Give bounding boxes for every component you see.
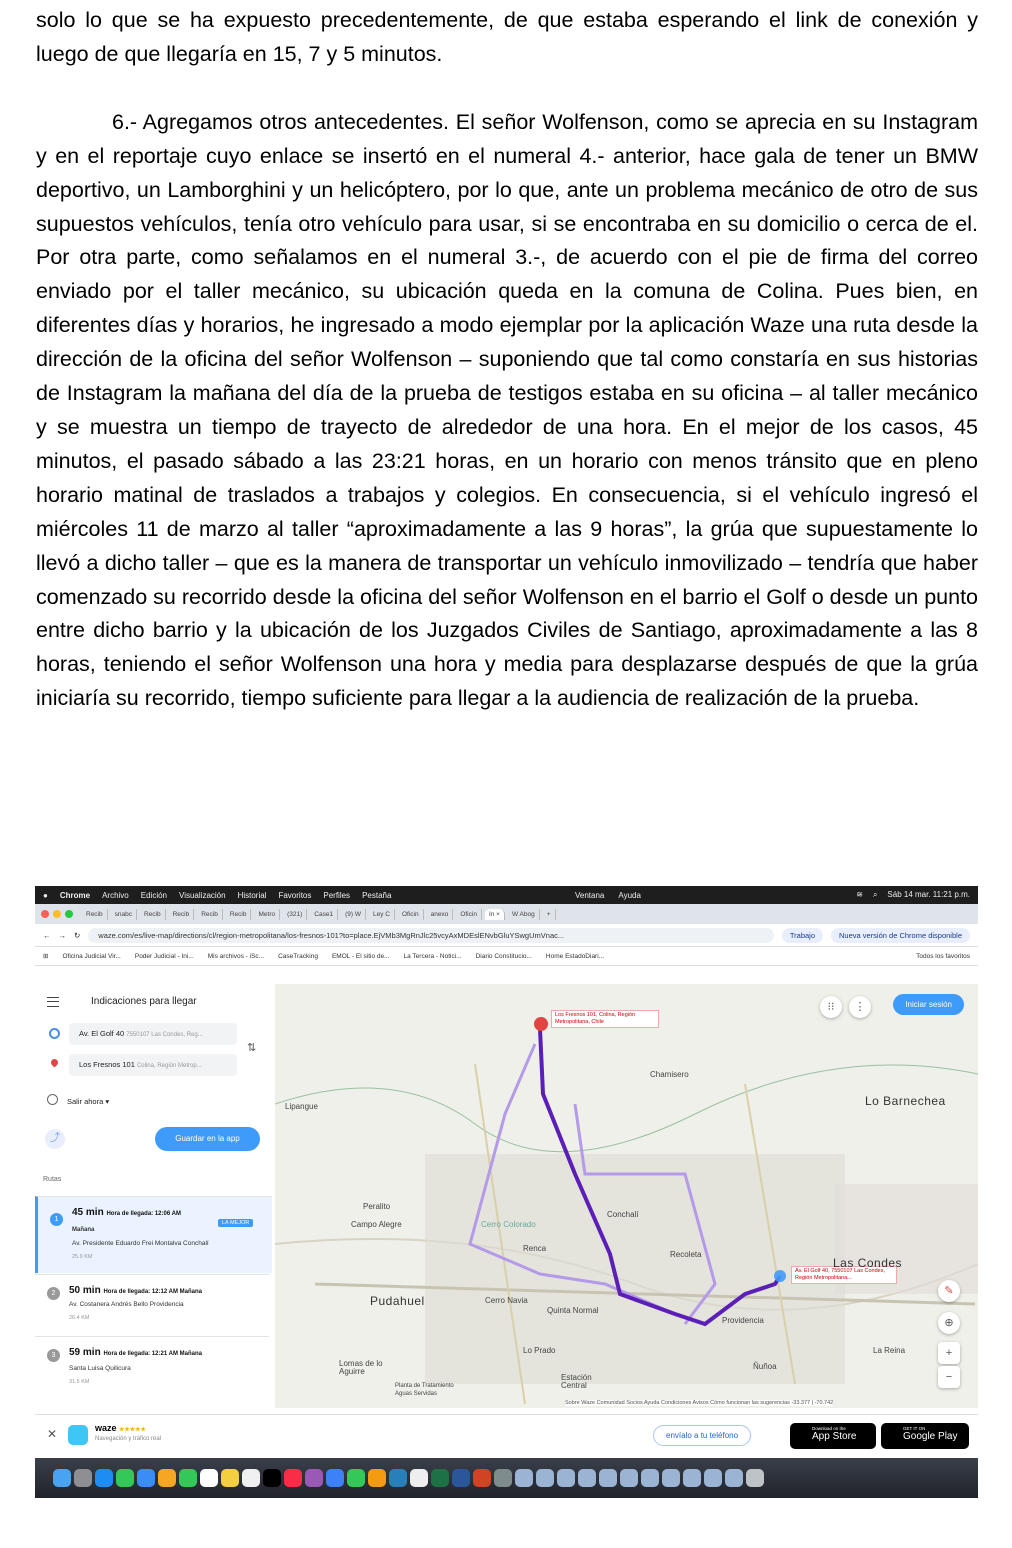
document-icon[interactable] [620, 1469, 638, 1487]
document-icon[interactable] [515, 1469, 533, 1487]
bookmark[interactable]: Home EstadoDiari... [545, 952, 605, 960]
waze-app-banner [35, 1414, 978, 1455]
map-place: Planta de Tratamiento Aguas Servidas [395, 1383, 454, 1397]
menu-ventana[interactable]: Ventana [575, 890, 605, 900]
word-icon[interactable] [452, 1469, 470, 1487]
minimize-window-button[interactable] [53, 910, 61, 918]
podcasts-icon[interactable] [305, 1469, 323, 1487]
tab[interactable]: Recib [226, 909, 252, 920]
pages-icon[interactable] [368, 1469, 386, 1487]
window-controls [41, 910, 73, 918]
map-place: Campo Alegre [351, 1220, 402, 1229]
route-time: 45 min Hora de llegada: 12:06 AM [72, 1207, 181, 1218]
messages-icon[interactable] [116, 1469, 134, 1487]
waze-app-name [95, 1423, 146, 1433]
tab[interactable]: Case1 [310, 909, 338, 920]
document-icon[interactable] [683, 1469, 701, 1487]
destination-address: Los Fresnos 101 [79, 1060, 135, 1069]
destination-pin-icon [50, 1058, 60, 1068]
document-icon[interactable] [725, 1469, 743, 1487]
safari-icon[interactable] [95, 1469, 113, 1487]
tab[interactable]: Metro [254, 909, 280, 920]
menubar-clock[interactable]: Sáb 14 mar. 11:21 p.m. [887, 890, 970, 899]
zoom-window-button[interactable] [65, 910, 73, 918]
tab[interactable]: snabc [111, 909, 137, 920]
origin-icon [49, 1028, 60, 1039]
finder-icon[interactable] [53, 1469, 71, 1487]
tv-icon[interactable] [263, 1469, 281, 1487]
route-distance: 25.9 KM [72, 1254, 93, 1260]
tab[interactable]: Recib [197, 909, 223, 920]
bookmark[interactable]: EMOL - El sitio de... [331, 952, 390, 960]
map-place: Ñuñoa [753, 1362, 777, 1371]
share-icon[interactable]: ⤴ [45, 1129, 65, 1149]
map-place: Conchalí [607, 1210, 639, 1219]
map-place: Peralito [363, 1202, 391, 1211]
report-pencil-icon[interactable]: ✎ [938, 1280, 960, 1302]
bookmarks-bar [35, 947, 978, 966]
route-time: 50 min Hora de llegada: 12:12 AM Mañana [69, 1285, 202, 1296]
photos-icon[interactable] [158, 1469, 176, 1487]
apps-icon[interactable]: ⊞ [43, 953, 49, 960]
destination-label: Los Fresnos 101, Colina, Región Metropolitana, Chile [551, 1010, 659, 1028]
tab[interactable]: Recib [169, 909, 195, 920]
menu-pestana[interactable]: Pestaña [362, 890, 392, 900]
menu-visualizacion[interactable]: Visualización [179, 890, 226, 900]
preview-icon[interactable] [494, 1469, 512, 1487]
url-field[interactable]: waze.com/es/live-map/directions/cl/region-metropolitana/los-fresnos-101?to=place.EjVMb3MgRnJlc25vcyAxMDEslENvbGluYSwgUmVnac... [88, 928, 774, 943]
sidebar-title: Indicaciones para llegar [91, 996, 197, 1007]
map-place: Estación Central [561, 1373, 592, 1390]
map-place: Quinta Normal [547, 1306, 599, 1315]
document-icon[interactable] [641, 1469, 659, 1487]
map-place: Pudahuel [370, 1294, 425, 1308]
origin-field[interactable] [69, 1023, 237, 1045]
apple-icon[interactable]: ● [43, 890, 48, 900]
map-place: Lipangue [285, 1102, 318, 1111]
menu-chrome[interactable]: Chrome [59, 890, 91, 900]
more-options-icon[interactable]: ⋮ [849, 996, 871, 1018]
origin-detail: 7550107 Las Condes, Reg... [126, 1032, 203, 1038]
mac-menubar [35, 886, 978, 904]
waze-screenshot [35, 886, 978, 1498]
route-option-2[interactable] [35, 1274, 269, 1337]
route-via: Av. Presidente Eduardo Frei Montalva Conchalí [72, 1240, 209, 1247]
route-via: Santa Luisa Quilicura [69, 1365, 131, 1372]
menu-edicion[interactable]: Edición [140, 890, 168, 900]
document-body [36, 4, 978, 716]
tab[interactable]: (321) [283, 909, 307, 920]
route-number: 2 [47, 1287, 60, 1300]
menu-ayuda[interactable]: Ayuda [618, 890, 641, 900]
facetime-icon[interactable] [179, 1469, 197, 1487]
launchpad-icon[interactable] [74, 1469, 92, 1487]
map-place: La Reina [873, 1346, 906, 1355]
keynote-icon[interactable] [389, 1469, 407, 1487]
paragraph-continuation: solo lo que se ha expuesto precedentemente, de que estaba esperando el link de conexión y luego de que llegaría en 15, 7 y 5 minutos. [36, 8, 978, 66]
map-footer-links[interactable]: Sobre Waze Comunidad Socios Ayuda Condiciones Avisos Cómo funcionan las sugerencias -33.377 | -70.742 [565, 1400, 834, 1406]
menu-icon[interactable] [47, 997, 59, 1007]
destination-field[interactable] [69, 1054, 237, 1076]
login-button[interactable]: Iniciar sesión [893, 994, 964, 1015]
destination-detail: Colina, Región Metrop... [136, 1063, 202, 1069]
map-place: Lomas de lo Aguirre [339, 1359, 383, 1376]
paragraph-6: 6.- Agregamos otros antecedentes. El señor Wolfenson, como se aprecia en su Instagram y en el reportaje cuyo enlace se insertó en el numeral 4.- anterior, hace gala de tener un BMW deportivo, un Lamborghini y un helicóptero, por lo que, ante un problema mecánico de otro de sus supuestos vehículos, tenía otro vehículo para usar, si se encontraba en su domicilio o cerca de el. Por otra parte, como señalamos en el numeral 3.-, de acuerdo con el pie de firma del correo enviado por el taller mecánico, su ubicación queda en la comuna de Colina. Pues bien, en diferentes días y horarios, he ingresado a modo ejemplar por la aplicación Waze una ruta desde la dirección de la oficina del señor Wolfenson – suponiendo que tal como constaría en sus historias de Instagram la mañana del día de la prueba de testigos estaba en su oficina – al taller mecánico y se muestra un tiempo de trayecto de alrededor de una hora. En el mejor de los casos, 45 minutos, el pasado sábado a las 23:21 horas, en un horario con menos tránsito que en pleno horario matinal de traslados a trabajos y colegios. En consecuencia, si el vehículo ingresó el miércoles 11 de marzo al taller “aproximadamente a las 9 horas”, la grúa que supuestamente lo llevó a dicho taller – que es la manera de transportar un vehículo inmovilizado – tendría que haber comenzado su recorrido desde la oficina del señor Wolfenson en el barrio el Golf o desde un punto entre dicho barrio y la ubicación de los Juzgados Civiles de Santiago, aproximadamente a las 8 horas, teniendo el señor Wolfenson una hora y media para desplazarse después de que la grúa iniciaría su recorrido, tiempo suficiente para llegar a la audiencia de realización de la prueba. [36, 109, 978, 711]
map-place: Las Condes [833, 1256, 903, 1270]
route-number: 1 [50, 1213, 63, 1226]
profile-trabajo-button[interactable]: Trabajo [782, 928, 823, 943]
google-play-button[interactable]: GET IT ON Google Play [881, 1423, 969, 1449]
mac-dock [35, 1458, 978, 1498]
address-bar-row [35, 924, 978, 947]
tab[interactable]: Ley C [369, 909, 395, 920]
search-icon[interactable]: ⌕ [872, 890, 878, 899]
map-canvas [275, 984, 978, 1408]
forward-icon[interactable]: → [58, 930, 66, 940]
waze-tagline: Navegación y tráfico real [95, 1436, 162, 1442]
tab[interactable]: Oficin [456, 909, 482, 920]
reminders-icon[interactable] [242, 1469, 260, 1487]
tab[interactable]: Recib [82, 909, 108, 920]
waze-logo-icon [68, 1425, 88, 1445]
chrome-update-button[interactable]: Nueva versión de Chrome disponible [831, 928, 970, 943]
reload-icon[interactable]: ↻ [74, 930, 81, 940]
tab[interactable]: (9) W [341, 909, 366, 920]
map-place: Cerro Navia [485, 1296, 528, 1305]
send-to-phone-button[interactable]: envíalo a tu teléfono [653, 1425, 751, 1446]
app-store-button[interactable]: Download on the App Store [790, 1423, 876, 1449]
live-map[interactable] [275, 984, 978, 1408]
locate-me-icon[interactable]: ⊕ [938, 1312, 960, 1334]
menu-perfiles[interactable]: Perfiles [323, 890, 351, 900]
calendar-icon[interactable] [200, 1469, 218, 1487]
routes-heading: Rutas [43, 1176, 62, 1183]
notes-icon[interactable] [221, 1469, 239, 1487]
acrobat-icon[interactable] [473, 1469, 491, 1487]
map-place: Lo Barnechea [865, 1094, 946, 1108]
trash-icon[interactable] [746, 1469, 764, 1487]
bookmark[interactable]: La Tercera - Notici... [403, 952, 462, 960]
tab[interactable]: anexo [427, 909, 454, 920]
route-option-1[interactable] [35, 1196, 272, 1273]
menu-historial[interactable]: Historial [237, 890, 267, 900]
close-banner-icon[interactable]: ✕ [47, 1427, 58, 1441]
close-window-button[interactable] [41, 910, 49, 918]
bookmark[interactable]: CaseTracking [278, 952, 318, 960]
tab[interactable]: Oficin [398, 909, 424, 920]
back-icon[interactable]: ← [43, 930, 51, 940]
route-option-3[interactable] [35, 1336, 269, 1403]
route-via: Av. Costanera Andrés Bello Providencia [69, 1301, 184, 1308]
directions-sidebar [35, 984, 276, 1408]
apps-grid-icon[interactable]: ⁝⁝ [820, 996, 842, 1018]
zoom-in-button[interactable]: + [938, 1342, 960, 1364]
document-icon[interactable] [578, 1469, 596, 1487]
mail-icon[interactable] [137, 1469, 155, 1487]
route-distance: 31.5 KM [69, 1379, 90, 1385]
all-bookmarks[interactable]: Todos los favoritos [916, 952, 970, 960]
document-icon[interactable] [599, 1469, 617, 1487]
map-place: Recoleta [670, 1250, 702, 1259]
music-icon[interactable] [284, 1469, 302, 1487]
route-number: 3 [47, 1349, 60, 1362]
document-icon[interactable] [704, 1469, 722, 1487]
excel-icon[interactable] [431, 1469, 449, 1487]
zoom-out-button[interactable]: − [938, 1366, 960, 1388]
origin-label: Av. El Golf 40, 7550107 Las Condes, Región Metropolitana... [791, 1266, 897, 1284]
appstore-icon[interactable] [326, 1469, 344, 1487]
menu-archivo[interactable]: Archivo [102, 890, 129, 900]
numbers-icon[interactable] [347, 1469, 365, 1487]
tab-active[interactable]: In × [485, 909, 505, 920]
map-place: Renca [523, 1244, 547, 1253]
rating-stars: ★★★★★ [119, 1427, 146, 1433]
depart-selector[interactable]: Salir ahora ▾ [67, 1097, 110, 1106]
chrome-icon[interactable] [410, 1469, 428, 1487]
tab-bar [35, 904, 978, 924]
map-place: Lo Prado [523, 1346, 556, 1355]
swap-icon[interactable]: ⇅ [247, 1042, 257, 1054]
route-arrival-day: Mañana [72, 1227, 95, 1233]
document-icon[interactable] [662, 1469, 680, 1487]
wifi-icon[interactable]: ≋ [856, 890, 863, 899]
map-place: Cerro Colorado [481, 1220, 536, 1229]
bookmark[interactable]: Mis archivos - iSc... [207, 952, 265, 960]
best-route-badge: LA MEJOR [218, 1219, 253, 1227]
route-time: 59 min Hora de llegada: 12:21 AM Mañana [69, 1347, 202, 1358]
save-in-app-button[interactable]: Guardar en la app [155, 1127, 260, 1151]
map-place: Chamisero [650, 1070, 689, 1079]
document-icon[interactable] [557, 1469, 575, 1487]
bookmark[interactable]: Diario Constitucio... [475, 952, 532, 960]
waze-name-text: waze [95, 1423, 117, 1433]
bookmark[interactable]: Poder Judicial - Ini... [134, 952, 194, 960]
bookmark[interactable]: Oficina Judicial Vir... [62, 952, 121, 960]
tab[interactable]: W Abog [508, 909, 540, 920]
document-icon[interactable] [536, 1469, 554, 1487]
route-distance: 26.4 KM [69, 1315, 90, 1321]
menu-favoritos[interactable]: Favoritos [278, 890, 312, 900]
map-place: Providencia [722, 1316, 764, 1325]
clock-icon [47, 1094, 58, 1105]
origin-address: Av. El Golf 40 [79, 1029, 125, 1038]
tab[interactable]: Recib [140, 909, 166, 920]
new-tab-button[interactable]: + [543, 909, 556, 920]
